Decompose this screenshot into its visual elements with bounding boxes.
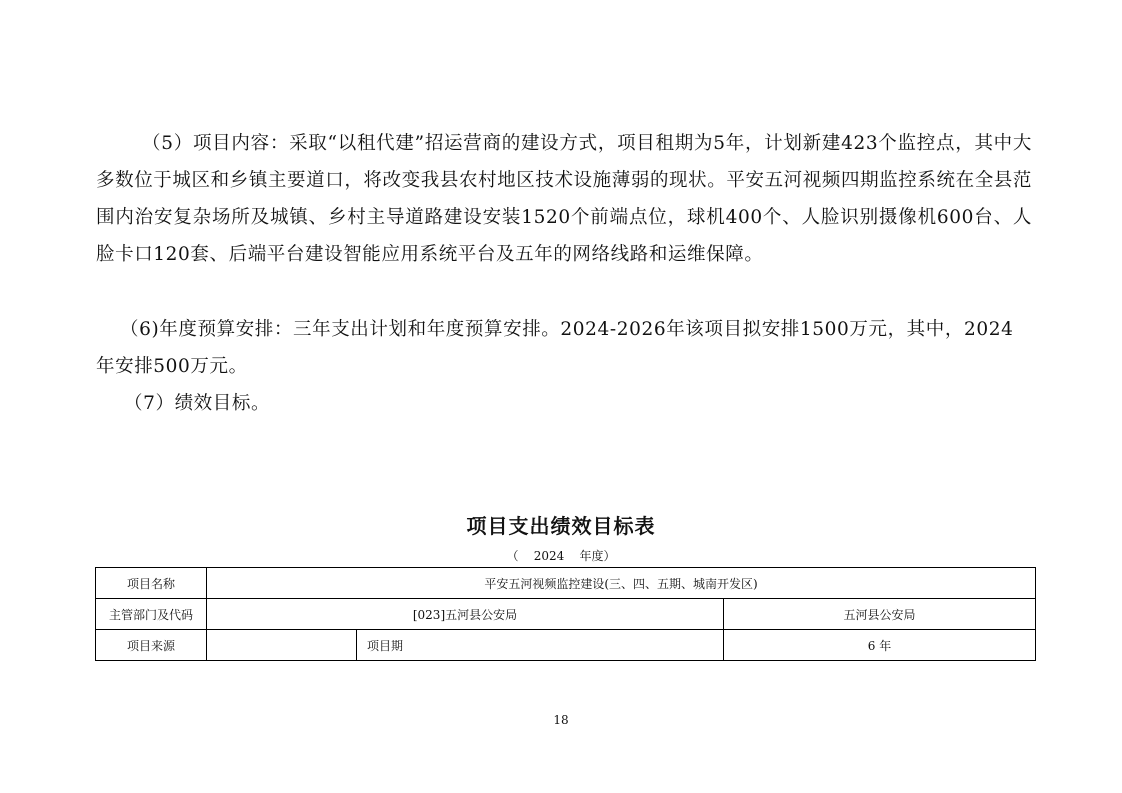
paragraph-annual-budget: （6)年度预算安排：三年支出计划和年度预算安排。2024-2026年该项目拟安排1500万元，其中，2024年安排500万元。: [96, 319, 1014, 377]
project-period-label: 项目期: [357, 630, 724, 661]
project-source-label: 项目来源: [96, 630, 207, 661]
department-name: 五河县公安局: [724, 599, 1036, 630]
paragraph-performance-goal: （7）绩效目标。: [124, 393, 271, 414]
page-number: 18: [553, 713, 569, 727]
project-source-value: [207, 630, 357, 661]
paragraph-project-content: （5）项目内容：采取“以租代建”招运营商的建设方式，项目租期为5年，计划新建423个监控点，其中大多数位于城区和乡镇主要道口，将改变我县农村地区技术设施薄弱的现状。平安五河视频四期监控系统在全县范围内治安复杂场所及城镇、乡村主导道路建设安装1520个前端点位，球机400个、人脸识别摄像机600台、人脸卡口120套、后端平台建设智能应用系统平台及五年的网络线路和运维保障。: [96, 133, 1032, 265]
table-row: [96, 630, 1036, 661]
table-row: [96, 568, 1036, 599]
department-label: 主管部门及代码: [96, 599, 207, 630]
table-row: [96, 599, 1036, 630]
performance-target-table: [95, 567, 1036, 661]
department-code: [023]五河县公安局: [207, 599, 724, 630]
project-name-label: 项目名称: [96, 568, 207, 599]
table-subtitle: （ 2024 年度）: [506, 549, 616, 563]
project-period-value: 6 年: [724, 630, 1036, 661]
table-title: 项目支出绩效目标表: [466, 514, 656, 538]
project-name-value: 平安五河视频监控建设(三、四、五期、城南开发区): [207, 568, 1036, 599]
